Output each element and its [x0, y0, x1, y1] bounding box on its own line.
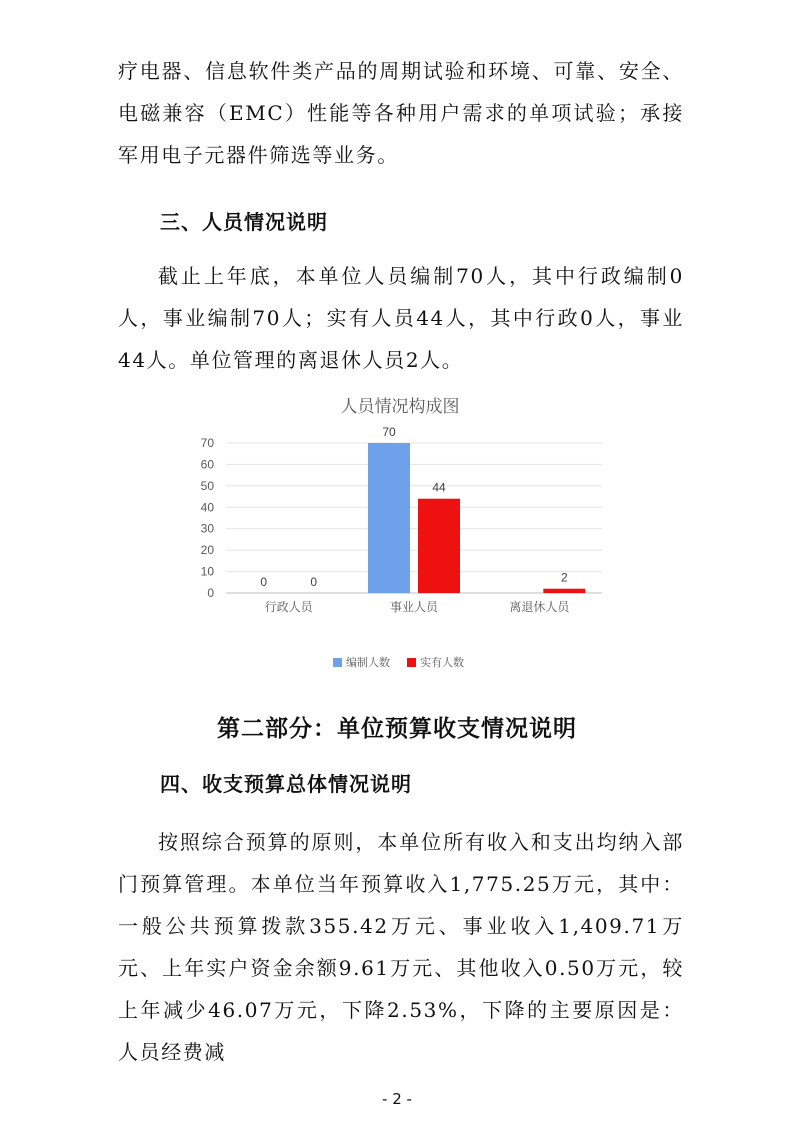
y-tick-label: 10	[200, 564, 214, 579]
y-tick-label: 70	[200, 436, 214, 450]
bar-实有人数-离退休人员	[543, 589, 585, 593]
bar-编制人数-事业人员	[368, 443, 410, 593]
y-tick-label: 40	[200, 500, 214, 515]
y-tick-label: 0	[207, 586, 214, 600]
chart-grid	[226, 443, 602, 593]
data-label: 2	[560, 570, 568, 585]
legend-label: 编制人数	[346, 657, 390, 669]
legend-swatch	[407, 658, 416, 667]
y-tick-label: 60	[200, 457, 214, 472]
intro-paragraph: 疗电器、信息软件类产品的周期试验和环境、可靠、安全、电磁兼容（EMC）性能等各种用户需求的单项试验；承接军用电子元器件筛选等业务。	[118, 59, 684, 167]
data-label: 0	[260, 575, 268, 589]
category-label: 离退休人员	[509, 600, 570, 614]
part2-title: 第二部分：单位预算收支情况说明	[217, 716, 577, 742]
section3-paragraph: 截止上年底，本单位人员编制70人，其中行政编制0人，事业编制70人；实有人员44人，其中行政0人，事业44人。单位管理的离退休人员2人。	[118, 264, 684, 372]
chart-title: 人员情况构成图	[340, 397, 460, 416]
page-number: - 2 -	[382, 1090, 412, 1108]
personnel-chart	[190, 388, 610, 678]
section4-heading: 四、收支预算总体情况说明	[160, 772, 412, 796]
chart-bars	[368, 443, 585, 593]
legend-swatch	[333, 658, 342, 667]
section4-paragraph: 按照综合预算的原则，本单位所有收入和支出均纳入部门预算管理。本单位当年预算收入1,775.25万元，其中：一般公共预算拨款355.42万元、事业收入1,409.71万元、上年实户资金余额9.61万元、其他收入0.50万元，较上年减少46.07万元，下降2.53%，下降的主要原因是：人员经费减	[118, 830, 684, 1064]
y-tick-label: 20	[200, 543, 214, 558]
data-label: 44	[432, 480, 446, 495]
y-tick-label: 50	[200, 478, 214, 493]
data-label: 0	[310, 575, 318, 589]
bar-实有人数-事业人员	[418, 499, 460, 593]
chart-legend	[333, 655, 464, 669]
category-label: 事业人员	[389, 600, 439, 614]
data-label: 70	[382, 425, 396, 439]
legend-label: 实有人数	[420, 657, 464, 669]
y-tick-label: 30	[200, 521, 214, 536]
section3-heading: 三、人员情况说明	[160, 210, 328, 234]
chart-category-labels	[265, 599, 571, 614]
category-label: 行政人员	[264, 600, 313, 614]
chart-y-ticks	[201, 436, 215, 600]
